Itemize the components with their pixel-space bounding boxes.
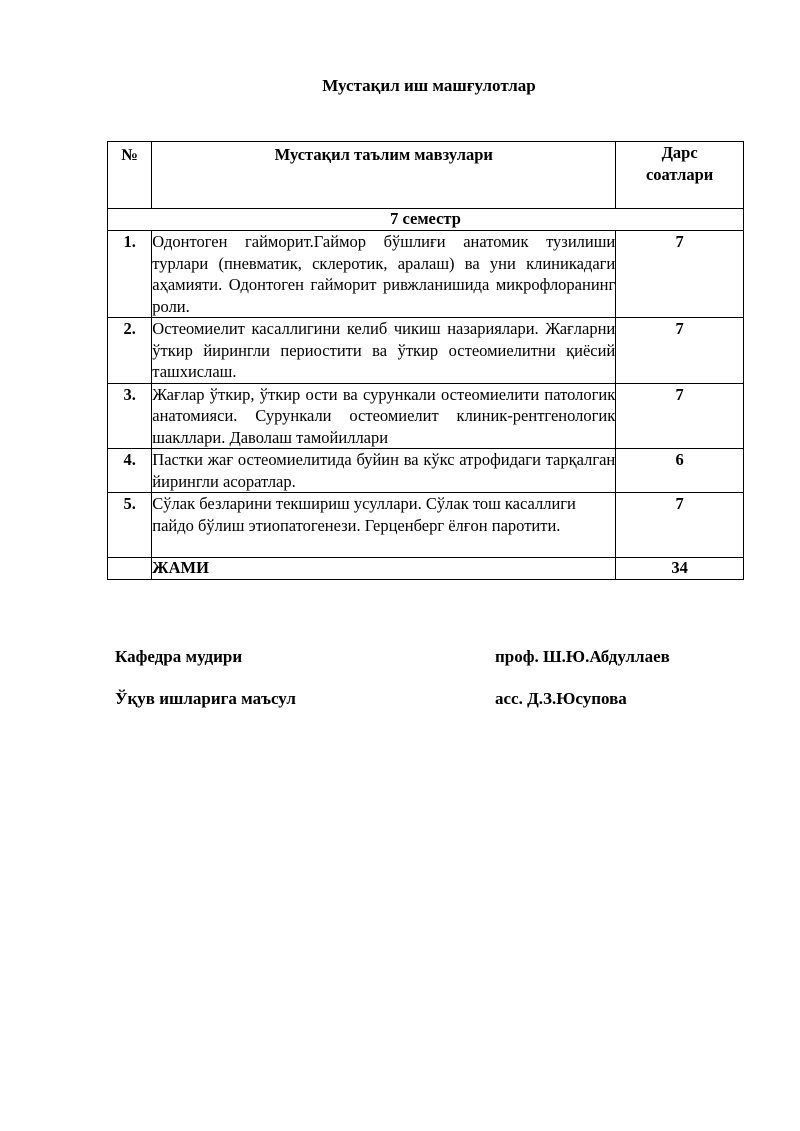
row-topic: Сўлак безларини текшириш усуллари. Сўлак тош касаллиги пайдо бўлиш этиопатогенези. Герценберг ёлғон паротити. — [152, 493, 616, 558]
row-num: 1. — [108, 231, 152, 318]
total-row — [108, 558, 744, 580]
topics-table — [107, 141, 744, 580]
semester-label: 7 семестр — [108, 209, 744, 231]
table-row — [108, 449, 744, 493]
semester-row — [108, 209, 744, 231]
signature-role-responsible: Ўқув ишларига маъсул — [115, 689, 296, 708]
row-num: 3. — [108, 383, 152, 449]
table-header-row — [108, 142, 744, 209]
signature-role-head: Кафедра мудири — [115, 647, 243, 666]
signature-name-head: проф. Ш.Ю.Абдуллаев — [495, 647, 670, 666]
row-hours: 7 — [616, 493, 744, 558]
row-hours: 6 — [616, 449, 744, 493]
row-topic: Жағлар ўткир, ўткир ости ва сурункали остеомиелити патологик анатомияси. Сурункали остеомиелит клиник-рентгенологик шакллари. Даволаш тамойиллари — [152, 384, 616, 447]
row-hours: 7 — [616, 318, 744, 384]
header-num: № — [108, 142, 152, 209]
total-label: ЖАМИ — [152, 558, 616, 580]
row-num: 2. — [108, 318, 152, 384]
row-hours: 7 — [616, 383, 744, 449]
header-topic: Мустақил таълим мавзулари — [152, 142, 616, 209]
total-num-empty — [108, 558, 152, 580]
table-row — [108, 493, 744, 558]
total-hours: 34 — [616, 558, 744, 580]
signature-name-responsible: асс. Д.З.Юсупова — [495, 689, 627, 708]
row-topic: Пастки жағ остеомиелитида буйин ва кўкс атрофидаги тарқалган йирингли асоратлар. — [152, 450, 616, 491]
row-hours: 7 — [616, 231, 744, 318]
row-topic: Остеомиелит касаллигини келиб чикиш назариялари. Жағларни ўткир йирингли периостити ва ўткир остеомиелитни қиёсий ташхислаш. — [152, 319, 616, 381]
table-row — [108, 383, 744, 449]
row-num: 4. — [108, 449, 152, 493]
page-title: Мустақил иш машғулотлар — [322, 76, 536, 95]
row-topic: Одонтоген гайморит.Гаймор бўшлиғи анатомик тузилиши турлари (пневматик, склеротик, аралаш) ва уни клиникадаги аҳамияти. Одонтоген гайморит ривжланишида микрофлоранинг роли. — [152, 232, 616, 316]
header-hours: Дарс соатлари — [616, 142, 744, 209]
row-num: 5. — [108, 493, 152, 558]
table-row — [108, 231, 744, 318]
table-row — [108, 318, 744, 384]
